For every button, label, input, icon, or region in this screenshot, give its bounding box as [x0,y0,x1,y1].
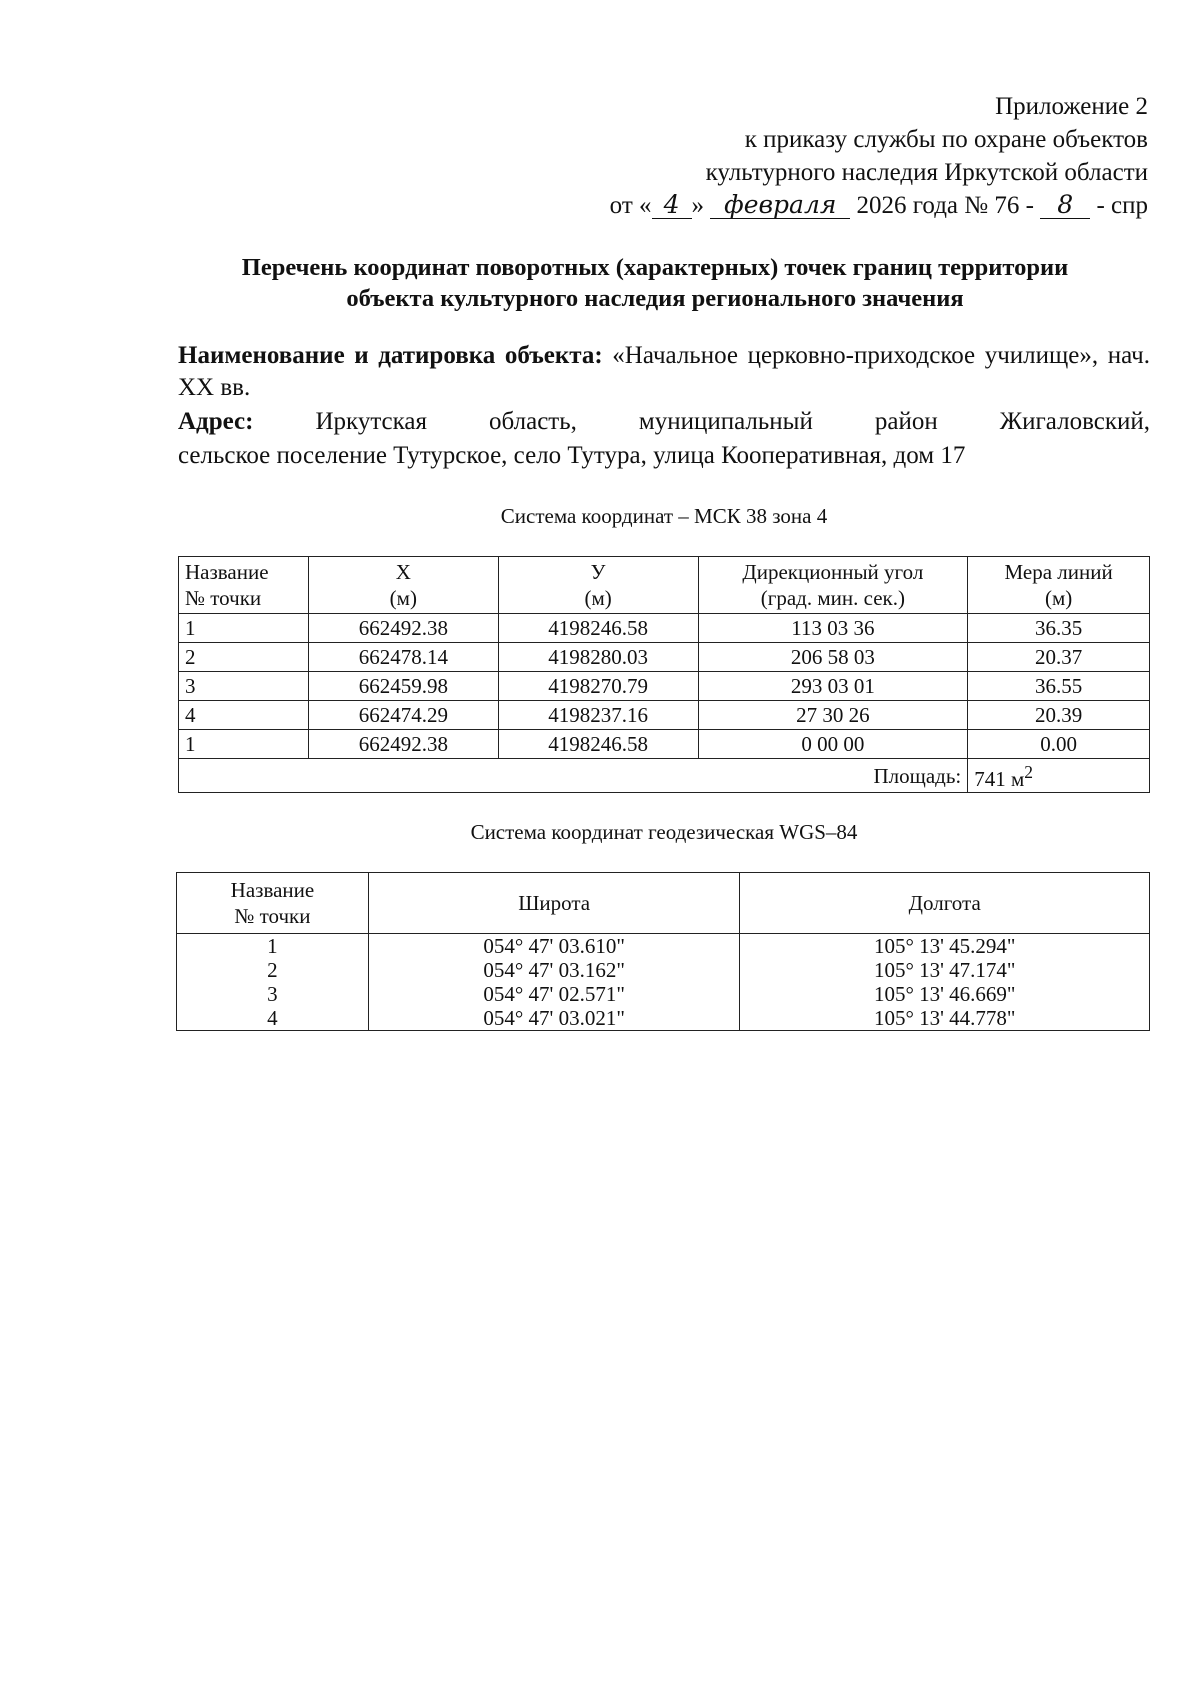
header-text: У [590,560,606,584]
date-mid: » [691,192,705,219]
table-row [179,643,1150,672]
table-cell: 054° 47' 03.162" [368,958,740,982]
header-text: (м) [389,586,417,610]
document-title [160,252,1150,314]
table-row [179,614,1150,643]
table-cell: 0.00 [968,730,1150,759]
table-cell: 36.35 [968,614,1150,643]
appendix-line-2: к приказу службы по охране объектов [744,126,1148,153]
header-text: Мера линий [1004,560,1113,584]
table-cell: 20.37 [968,643,1150,672]
table-row [179,701,1150,730]
table2-caption: Система координат геодезическая WGS–84 [470,820,858,844]
area-unit-superscript: 2 [1024,762,1034,782]
table1-header-row [179,557,1150,614]
table-cell: 4198237.16 [498,701,698,730]
table-row [179,672,1150,701]
table-row [177,934,1150,959]
date-prefix: от « [609,192,652,219]
table-cell: 0 00 00 [698,730,968,759]
object-info [178,340,1150,474]
table-cell: 36.55 [968,672,1150,701]
table-cell: 2 [177,958,369,982]
table-cell: 293 03 01 [698,672,968,701]
table2-header-cell [740,873,1150,934]
table-cell: 2 [179,643,309,672]
header-text: Название [230,878,315,902]
table-cell: 105° 13' 44.778" [740,1006,1150,1031]
table-cell: 4198270.79 [498,672,698,701]
table-cell: 3 [179,672,309,701]
msk-coordinates-table [178,556,1150,793]
table-cell: 1 [177,934,369,959]
title-line-1: Перечень координат поворотных (характерных) точек границ территории [241,254,1069,281]
table-cell: 662478.14 [308,643,498,672]
table-cell: 662492.38 [308,614,498,643]
table-cell: 4198246.58 [498,730,698,759]
object-name-label: Наименование и датировка объекта: [178,342,603,369]
header-text: Дирекционный угол [742,560,924,584]
table-row [177,1006,1150,1031]
address-line-2: сельское поселение Тутурское, село Тутура, улица Кооперативная, дом 17 [178,442,966,469]
table-cell: 105° 13' 47.174" [740,958,1150,982]
header-text: (м) [1044,586,1073,610]
area-number: 741 м [974,767,1025,791]
table1-header-cell [308,557,498,614]
appendix-header [610,90,1148,222]
object-name [178,340,1150,404]
order-date-line [610,189,1148,222]
appendix-line-1: Приложение 2 [995,93,1148,120]
table1-caption: Система координат – МСК 38 зона 4 [500,504,828,528]
header-text: (м) [584,586,612,610]
table-cell: 4198280.03 [498,643,698,672]
header-text: № точки [185,586,262,610]
table2-header-cell [368,873,740,934]
table-cell: 1 [179,730,309,759]
table-cell: 113 03 36 [698,614,968,643]
object-address-line-1 [178,406,1150,438]
table-cell: 4198246.58 [498,614,698,643]
table1-header-cell [968,557,1150,614]
address-line-1: Иркутская область, муниципальный район Жигаловский, [315,408,1150,435]
header-text: X [395,560,411,584]
table-cell: 662459.98 [308,672,498,701]
table-cell: 662492.38 [308,730,498,759]
table-cell: 054° 47' 03.610" [368,934,740,959]
header-text: Название [185,560,269,584]
object-name-value: «Начальное церковно-приходское училище», нач. XX вв. [178,342,1151,401]
address-label: Адрес: [178,408,254,435]
table-row [177,982,1150,1006]
handwritten-month: февраля [710,192,850,219]
table-cell: 662474.29 [308,701,498,730]
table2-header-row [177,873,1150,934]
area-value [968,759,1150,793]
handwritten-day: 4 [652,192,692,219]
header-text: Долгота [908,891,981,915]
table-row [179,730,1150,759]
header-text: (град. мин. сек.) [760,586,905,610]
area-row [179,759,1150,793]
table-cell: 206 58 03 [698,643,968,672]
table1-header-cell [698,557,968,614]
header-text: Широта [518,891,591,915]
table-cell: 4 [179,701,309,730]
table-cell: 3 [177,982,369,1006]
order-suffix: - спр [1096,192,1148,219]
table-cell: 105° 13' 45.294" [740,934,1150,959]
handwritten-order-number: 8 [1040,192,1090,219]
table-cell: 1 [179,614,309,643]
wgs84-coordinates-table [176,872,1150,1031]
table-cell: 054° 47' 02.571" [368,982,740,1006]
appendix-line-3: культурного наследия Иркутской области [705,159,1148,186]
table-cell: 105° 13' 46.669" [740,982,1150,1006]
table1-header-cell [498,557,698,614]
table-row [177,958,1150,982]
date-suffix: 2026 года № 76 - [856,192,1034,219]
title-line-2: объекта культурного наследия регионального значения [346,285,964,312]
table-cell: 054° 47' 03.021" [368,1006,740,1031]
table2-header-cell [177,873,369,934]
table-cell: 20.39 [968,701,1150,730]
table1-header-cell [179,557,309,614]
area-label: Площадь: [179,759,968,793]
header-text: № точки [234,904,311,928]
table-cell: 4 [177,1006,369,1031]
table-cell: 27 30 26 [698,701,968,730]
